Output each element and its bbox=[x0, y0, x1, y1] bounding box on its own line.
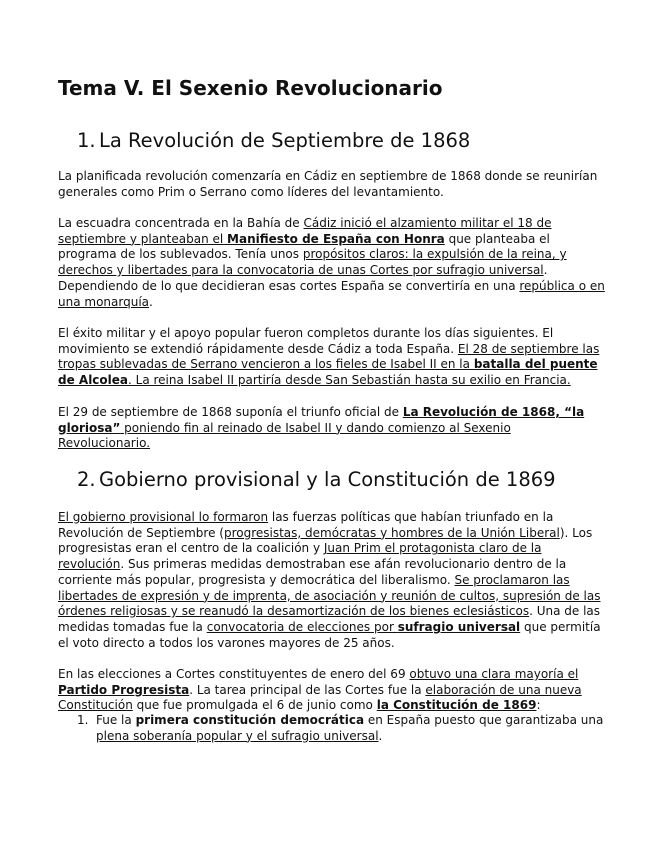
text-run: . bbox=[149, 294, 153, 309]
text-line bbox=[58, 573, 603, 589]
section-heading-text: Gobierno provisional y la Constitución de 1869 bbox=[99, 468, 556, 491]
bold-underlined-text: Partido Progresista bbox=[58, 682, 190, 697]
underlined-text: plena soberanía popular y el sufragio universal bbox=[96, 728, 379, 743]
numbered-list bbox=[58, 713, 603, 744]
document-title: Tema V. El Sexenio Revolucionario bbox=[58, 76, 443, 100]
underlined-text: obtuvo una clara mayoría el bbox=[409, 667, 579, 681]
underlined-text: El 28 de septiembre las bbox=[457, 341, 600, 356]
text-run: El 29 de septiembre de 1868 suponía el triunfo oficial de bbox=[58, 405, 403, 419]
text-run: ). Los bbox=[559, 525, 593, 540]
text-run: Fue la bbox=[96, 713, 136, 727]
underlined-text: progresistas, demócratas y hombres de la Unión Liberal bbox=[223, 525, 560, 540]
text-run: corriente más popular, progresista y democrática del liberalismo. bbox=[58, 572, 455, 587]
text-run: Dependiendo de lo que decidieran esas cortes España se convertiría en una bbox=[58, 278, 520, 293]
bold-underlined-text: la Constitución de 1869 bbox=[376, 698, 537, 713]
bold-underlined-text: batalla del puente bbox=[473, 357, 598, 372]
section-heading-1 bbox=[77, 129, 470, 152]
text-line bbox=[58, 541, 603, 557]
underlined-text: derechos y libertades para la convocatoria de unas Cortes por sufragio universal bbox=[58, 263, 544, 278]
text-line bbox=[58, 667, 603, 683]
text-line: El éxito militar y el apoyo popular fueron completos durante los días siguientes. El bbox=[58, 326, 554, 340]
underlined-text: . La reina Isabel II partiría desde San Sebastián hasta su exilio en Francia. bbox=[128, 373, 571, 388]
text-run: que fue promulgada el 6 de junio como bbox=[132, 698, 377, 713]
underlined-text: El gobierno provisional lo formaron bbox=[58, 510, 269, 524]
text-run: . bbox=[378, 728, 383, 743]
text-line bbox=[58, 698, 603, 714]
text-line bbox=[58, 683, 603, 699]
bold-underlined-text: de Alcolea bbox=[58, 373, 129, 388]
text-line: el voto directo a todos los varones mayores de 25 años. bbox=[58, 635, 395, 650]
underlined-text: libertades de expresión y de imprenta, de asociación y reunión de cultos, supresión de las bbox=[58, 588, 601, 603]
text-run: . La tarea principal de las Cortes fue la bbox=[189, 682, 426, 697]
paragraph bbox=[58, 326, 603, 389]
text-line bbox=[58, 526, 603, 542]
text-run: progresistas eran el centro de la coalición y bbox=[58, 541, 324, 556]
text-line bbox=[58, 263, 603, 279]
text-line bbox=[58, 232, 603, 248]
bold-underlined-text: La Revolución de 1868, “la bbox=[402, 405, 585, 419]
section-heading-text: La Revolución de Septiembre de 1868 bbox=[99, 129, 471, 152]
text-line bbox=[58, 216, 603, 232]
text-run: movimiento se extendió rápidamente desde Cádiz a toda España. bbox=[58, 341, 458, 356]
list-item bbox=[58, 713, 603, 744]
text-line bbox=[58, 620, 603, 636]
text-line bbox=[58, 247, 603, 263]
text-run: En las elecciones a Cortes constituyentes de enero del 69 bbox=[58, 667, 410, 681]
text-line bbox=[58, 405, 603, 421]
text-run: que planteaba el bbox=[444, 231, 550, 246]
bold-underlined-text: gloriosa” bbox=[58, 420, 121, 435]
underlined-text: república o en bbox=[519, 278, 605, 293]
text-line bbox=[58, 373, 603, 389]
text-line bbox=[58, 279, 603, 295]
text-line: La planificada revolución comenzaría en Cádiz en septiembre de 1868 donde se reunirían bbox=[58, 169, 598, 183]
text-line bbox=[58, 510, 603, 526]
text-run: que permitía bbox=[520, 619, 601, 634]
underlined-text: convocatoria de elecciones por bbox=[206, 619, 398, 634]
text-run: . bbox=[543, 263, 548, 278]
text-line bbox=[58, 342, 603, 358]
text-run: . Sus primeras medidas demostraban ese afán revolucionario dentro de la bbox=[120, 557, 567, 572]
text-run: Revolución de Septiembre ( bbox=[58, 525, 224, 540]
underlined-text: Revolucionario. bbox=[58, 436, 151, 451]
paragraph bbox=[58, 667, 603, 714]
section-heading-2 bbox=[77, 468, 556, 491]
bold-underlined-text: Manifiesto de España con Honra bbox=[227, 231, 445, 246]
underlined-text: tropas sublevadas de Serrano vencieron a los fieles de Isabel II en la bbox=[58, 357, 474, 372]
text-run: : bbox=[536, 698, 541, 713]
paragraph bbox=[58, 510, 603, 651]
bold-underlined-text: sufragio universal bbox=[397, 619, 521, 634]
text-run: medidas tomadas fue la bbox=[58, 619, 207, 634]
paragraph bbox=[58, 169, 603, 200]
text-line bbox=[58, 604, 603, 620]
underlined-text: Constitución bbox=[58, 698, 133, 713]
text-line bbox=[58, 557, 603, 573]
text-run: programa de los sublevados. Tenía unos bbox=[58, 247, 303, 262]
underlined-text: revolución bbox=[58, 557, 121, 572]
section-number: 2. bbox=[77, 468, 96, 491]
bold-text: primera constitución democrática bbox=[135, 713, 365, 727]
text-line: generales como Prim o Serrano como líderes del levantamiento. bbox=[58, 184, 444, 199]
underlined-text: elaboración de una nueva bbox=[425, 682, 582, 697]
text-line bbox=[96, 729, 603, 745]
underlined-text: Se proclamaron las bbox=[454, 572, 570, 587]
text-line bbox=[96, 713, 603, 729]
text-run: en España puesto que garantizaba una bbox=[364, 713, 604, 727]
underlined-text: propósitos claros: la expulsión de la reina, y bbox=[302, 247, 567, 262]
text-run: . Una de las bbox=[529, 604, 601, 619]
paragraph bbox=[58, 216, 603, 310]
text-line bbox=[58, 295, 603, 311]
underlined-text: septiembre y planteaban el bbox=[58, 231, 228, 246]
underlined-text: órdenes religiosas y se reanudó la desamortización de los bienes eclesiásticos bbox=[58, 604, 530, 619]
text-line bbox=[58, 436, 603, 452]
underlined-text: una monarquía bbox=[58, 294, 150, 309]
underlined-text: Juan Prim el protagonista claro de la bbox=[323, 541, 542, 556]
section-number: 1. bbox=[77, 129, 96, 152]
underlined-text: Cádiz inició el alzamiento militar el 18 de bbox=[303, 216, 552, 230]
underlined-text: poniendo fin al reinado de Isabel II y dando comienzo al Sexenio bbox=[120, 420, 511, 435]
text-line bbox=[58, 421, 603, 437]
list-marker: 1. bbox=[77, 713, 89, 727]
text-line bbox=[58, 357, 603, 373]
paragraph bbox=[58, 405, 603, 452]
text-run: La escuadra concentrada en la Bahía de bbox=[58, 216, 304, 230]
text-line bbox=[58, 589, 603, 605]
text-run: las fuerzas políticas que habían triunfado en la bbox=[268, 510, 554, 524]
